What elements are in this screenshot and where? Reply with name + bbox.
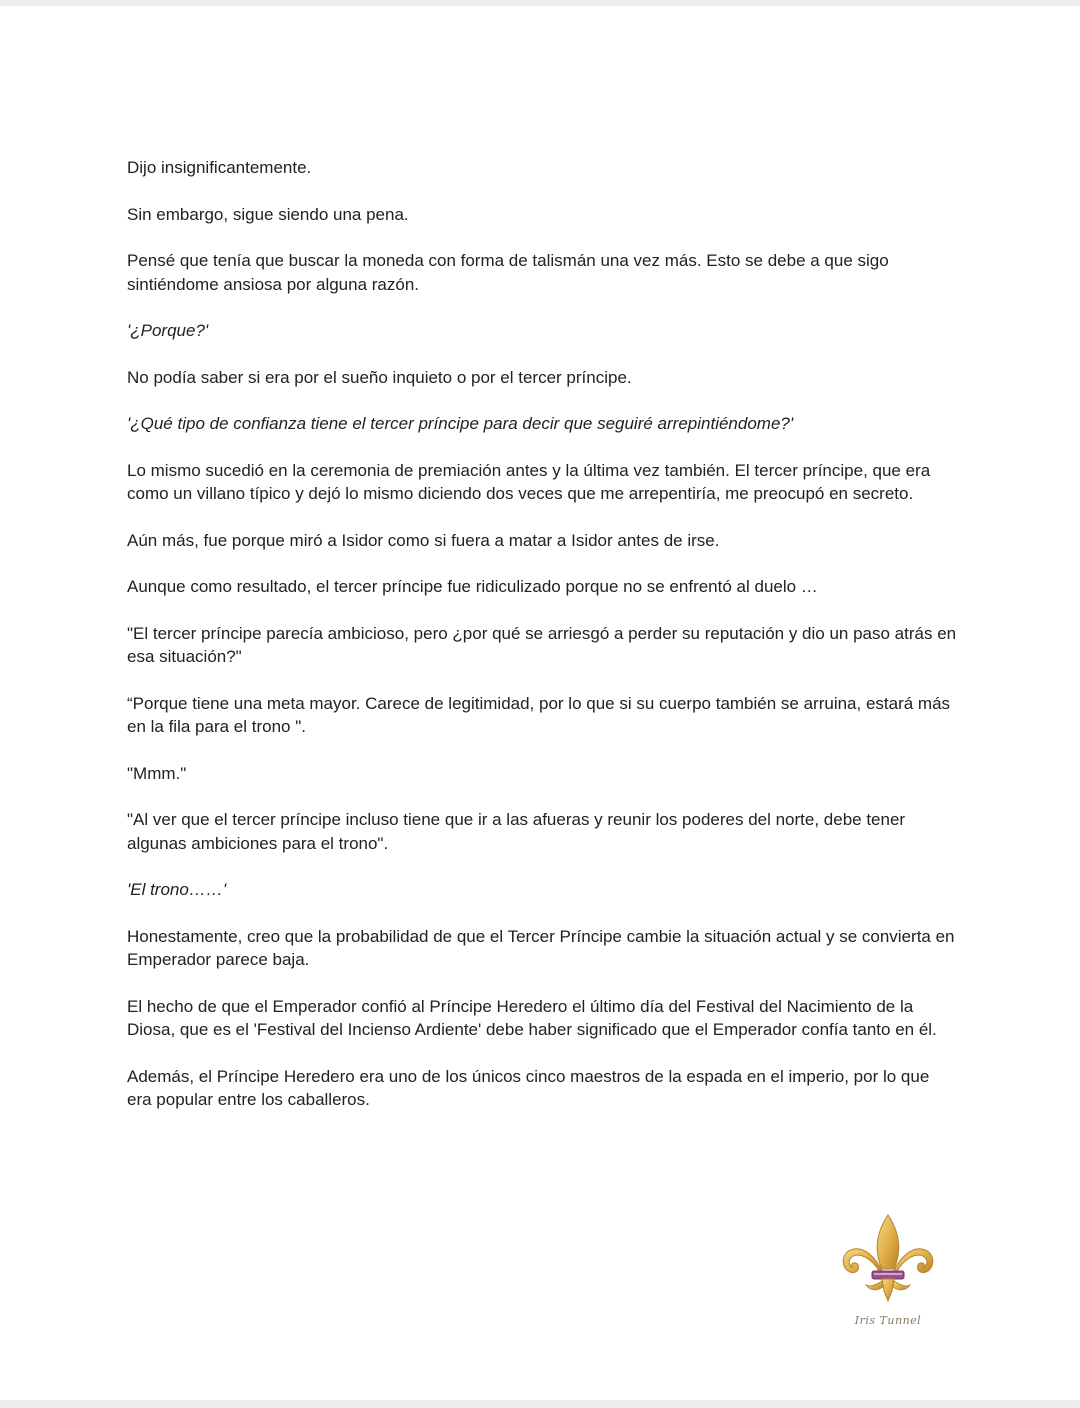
paragraph: Aún más, fue porque miró a Isidor como si fuera a matar a Isidor antes de irse. [127, 530, 720, 550]
paragraph: '¿Qué tipo de confianza tiene el tercer príncipe para decir que seguiré arrepintiéndome?' [127, 414, 794, 433]
paragraph: Lo mismo sucedió en la ceremonia de premiación antes y la última vez también. El tercer príncipe, que era como un villano típico y dejó lo mismo diciendo dos veces que me arrepentiría, me preocupó en secreto. [127, 460, 931, 503]
paragraph: "El tercer príncipe parecía ambicioso, pero ¿por qué se arriesgó a perder su reputación y dio un paso atrás en esa situación?" [127, 623, 957, 666]
watermark-signature: Iris Tunnel [854, 1314, 922, 1327]
paragraph: "Mmm." [127, 763, 187, 783]
paragraph: El hecho de que el Emperador confió al Príncipe Heredero el último día del Festival del Nacimiento de la Diosa, que es el 'Festival del Incienso Ardiente' debe haber significado que el Emperador confía tanto en él. [127, 996, 937, 1039]
paragraph: '¿Porque?' [127, 321, 209, 340]
paragraph: Dijo insignificantemente. [127, 158, 312, 177]
paragraph: 'El trono……' [127, 880, 227, 899]
paragraph: No podía saber si era por el sueño inquieto o por el tercer príncipe. [127, 367, 632, 387]
paragraph: Sin embargo, sigue siendo una pena. [127, 204, 409, 224]
document-page [0, 6, 1080, 1400]
paragraph: Además, el Príncipe Heredero era uno de los únicos cinco maestros de la espada en el imperio, por lo que era popular entre los caballeros. [127, 1066, 930, 1109]
paragraph: Pensé que tenía que buscar la moneda con forma de talismán una vez más. Esto se debe a que sigo sintiéndome ansiosa por alguna razón. [127, 251, 889, 294]
fleur-de-lis-icon [836, 1211, 940, 1311]
watermark [836, 1211, 940, 1336]
document-body [127, 156, 957, 1135]
paragraph: Aunque como resultado, el tercer príncipe fue ridiculizado porque no se enfrentó al duelo … [127, 577, 818, 596]
paragraph: "Al ver que el tercer príncipe incluso tiene que ir a las afueras y reunir los poderes del norte, debe tener algunas ambiciones para el trono". [127, 810, 906, 853]
paragraph: Honestamente, creo que la probabilidad de que el Tercer Príncipe cambie la situación actual y se convierta en Emperador parece baja. [127, 926, 955, 969]
paragraph: “Porque tiene una meta mayor. Carece de legitimidad, por lo que si su cuerpo también se arruina, estará más en la fila para el trono ". [127, 693, 951, 736]
